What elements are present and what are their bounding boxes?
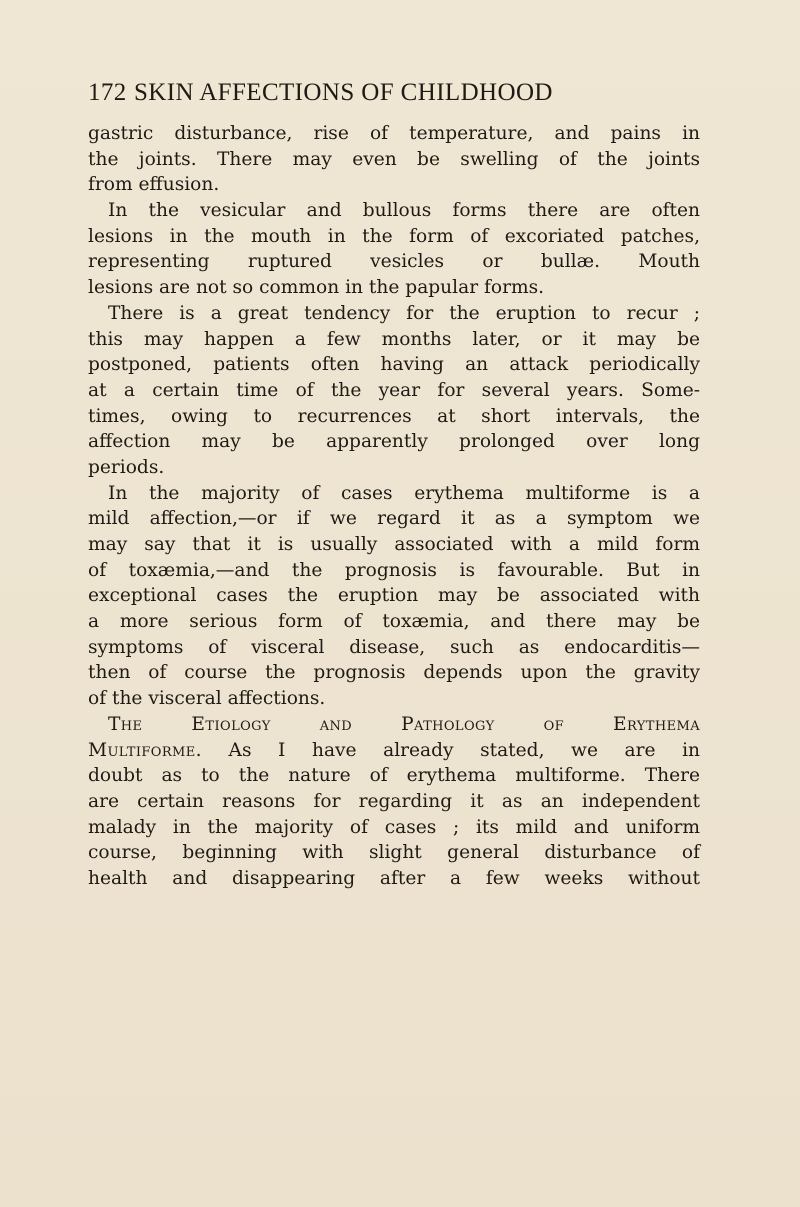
- text-line: of toxæmia,—and the prognosis is favourable. But in: [88, 559, 700, 581]
- text-line: lesions are not so common in the papular forms.: [88, 277, 545, 299]
- running-header: [88, 76, 678, 110]
- text-line: health and disappearing after a few weeks without: [88, 867, 700, 889]
- text-line: times, owing to recurrences at short intervals, the: [88, 405, 700, 427]
- text-line: There is a great tendency for the eruption to recur ;: [108, 302, 700, 324]
- text-line: periods.: [88, 456, 165, 478]
- text-line: from effusion.: [88, 174, 220, 196]
- text-line: lesions in the mouth in the form of excoriated patches,: [88, 225, 700, 247]
- text-line: of the visceral affections.: [88, 688, 326, 710]
- text-line: affection may be apparently prolonged over long: [88, 431, 700, 453]
- section-heading-line: The Etiology and Pathology of Erythema: [108, 713, 700, 735]
- text-line: In the majority of cases erythema multiforme is a: [108, 482, 700, 504]
- text-line: a more serious form of toxæmia, and there may be: [88, 611, 700, 633]
- section-heading-tail: Multiforme.: [88, 739, 202, 761]
- text-line: course, beginning with slight general disturbance of: [88, 842, 700, 864]
- text-line-fragment: As I have already stated, we are in: [201, 739, 700, 761]
- text-line: postponed, patients often having an attack periodically: [88, 354, 700, 376]
- text-line: doubt as to the nature of erythema multiforme. There: [88, 765, 700, 787]
- text-line: then of course the prognosis depends upon the gravity: [88, 662, 700, 684]
- text-line: this may happen a few months later, or it may be: [88, 328, 700, 350]
- text-line: exceptional cases the eruption may be associated with: [88, 585, 700, 607]
- body-text: [88, 121, 700, 892]
- section-heading-continuation: [88, 738, 700, 764]
- text-line: representing ruptured vesicles or bullæ. Mouth: [88, 251, 700, 273]
- text-line: mild affection,—or if we regard it as a symptom we: [88, 508, 700, 530]
- text-line: gastric disturbance, rise of temperature, and pains in: [88, 123, 700, 144]
- text-line: symptoms of visceral disease, such as endocarditis—: [88, 636, 700, 658]
- text-line: the joints. There may even be swelling of the joints: [88, 148, 700, 170]
- text-line: are certain reasons for regarding it as an independent: [88, 790, 700, 812]
- text-line: at a certain time of the year for several years. Some-: [88, 379, 700, 401]
- text-line: malady in the majority of cases ; its mild and uniform: [88, 816, 700, 838]
- text-line: In the vesicular and bullous forms there are often: [108, 200, 700, 222]
- text-line: may say that it is usually associated with a mild form: [88, 534, 700, 555]
- page-number: 172: [88, 79, 127, 106]
- running-title: SKIN AFFECTIONS OF CHILDHOOD: [134, 79, 553, 106]
